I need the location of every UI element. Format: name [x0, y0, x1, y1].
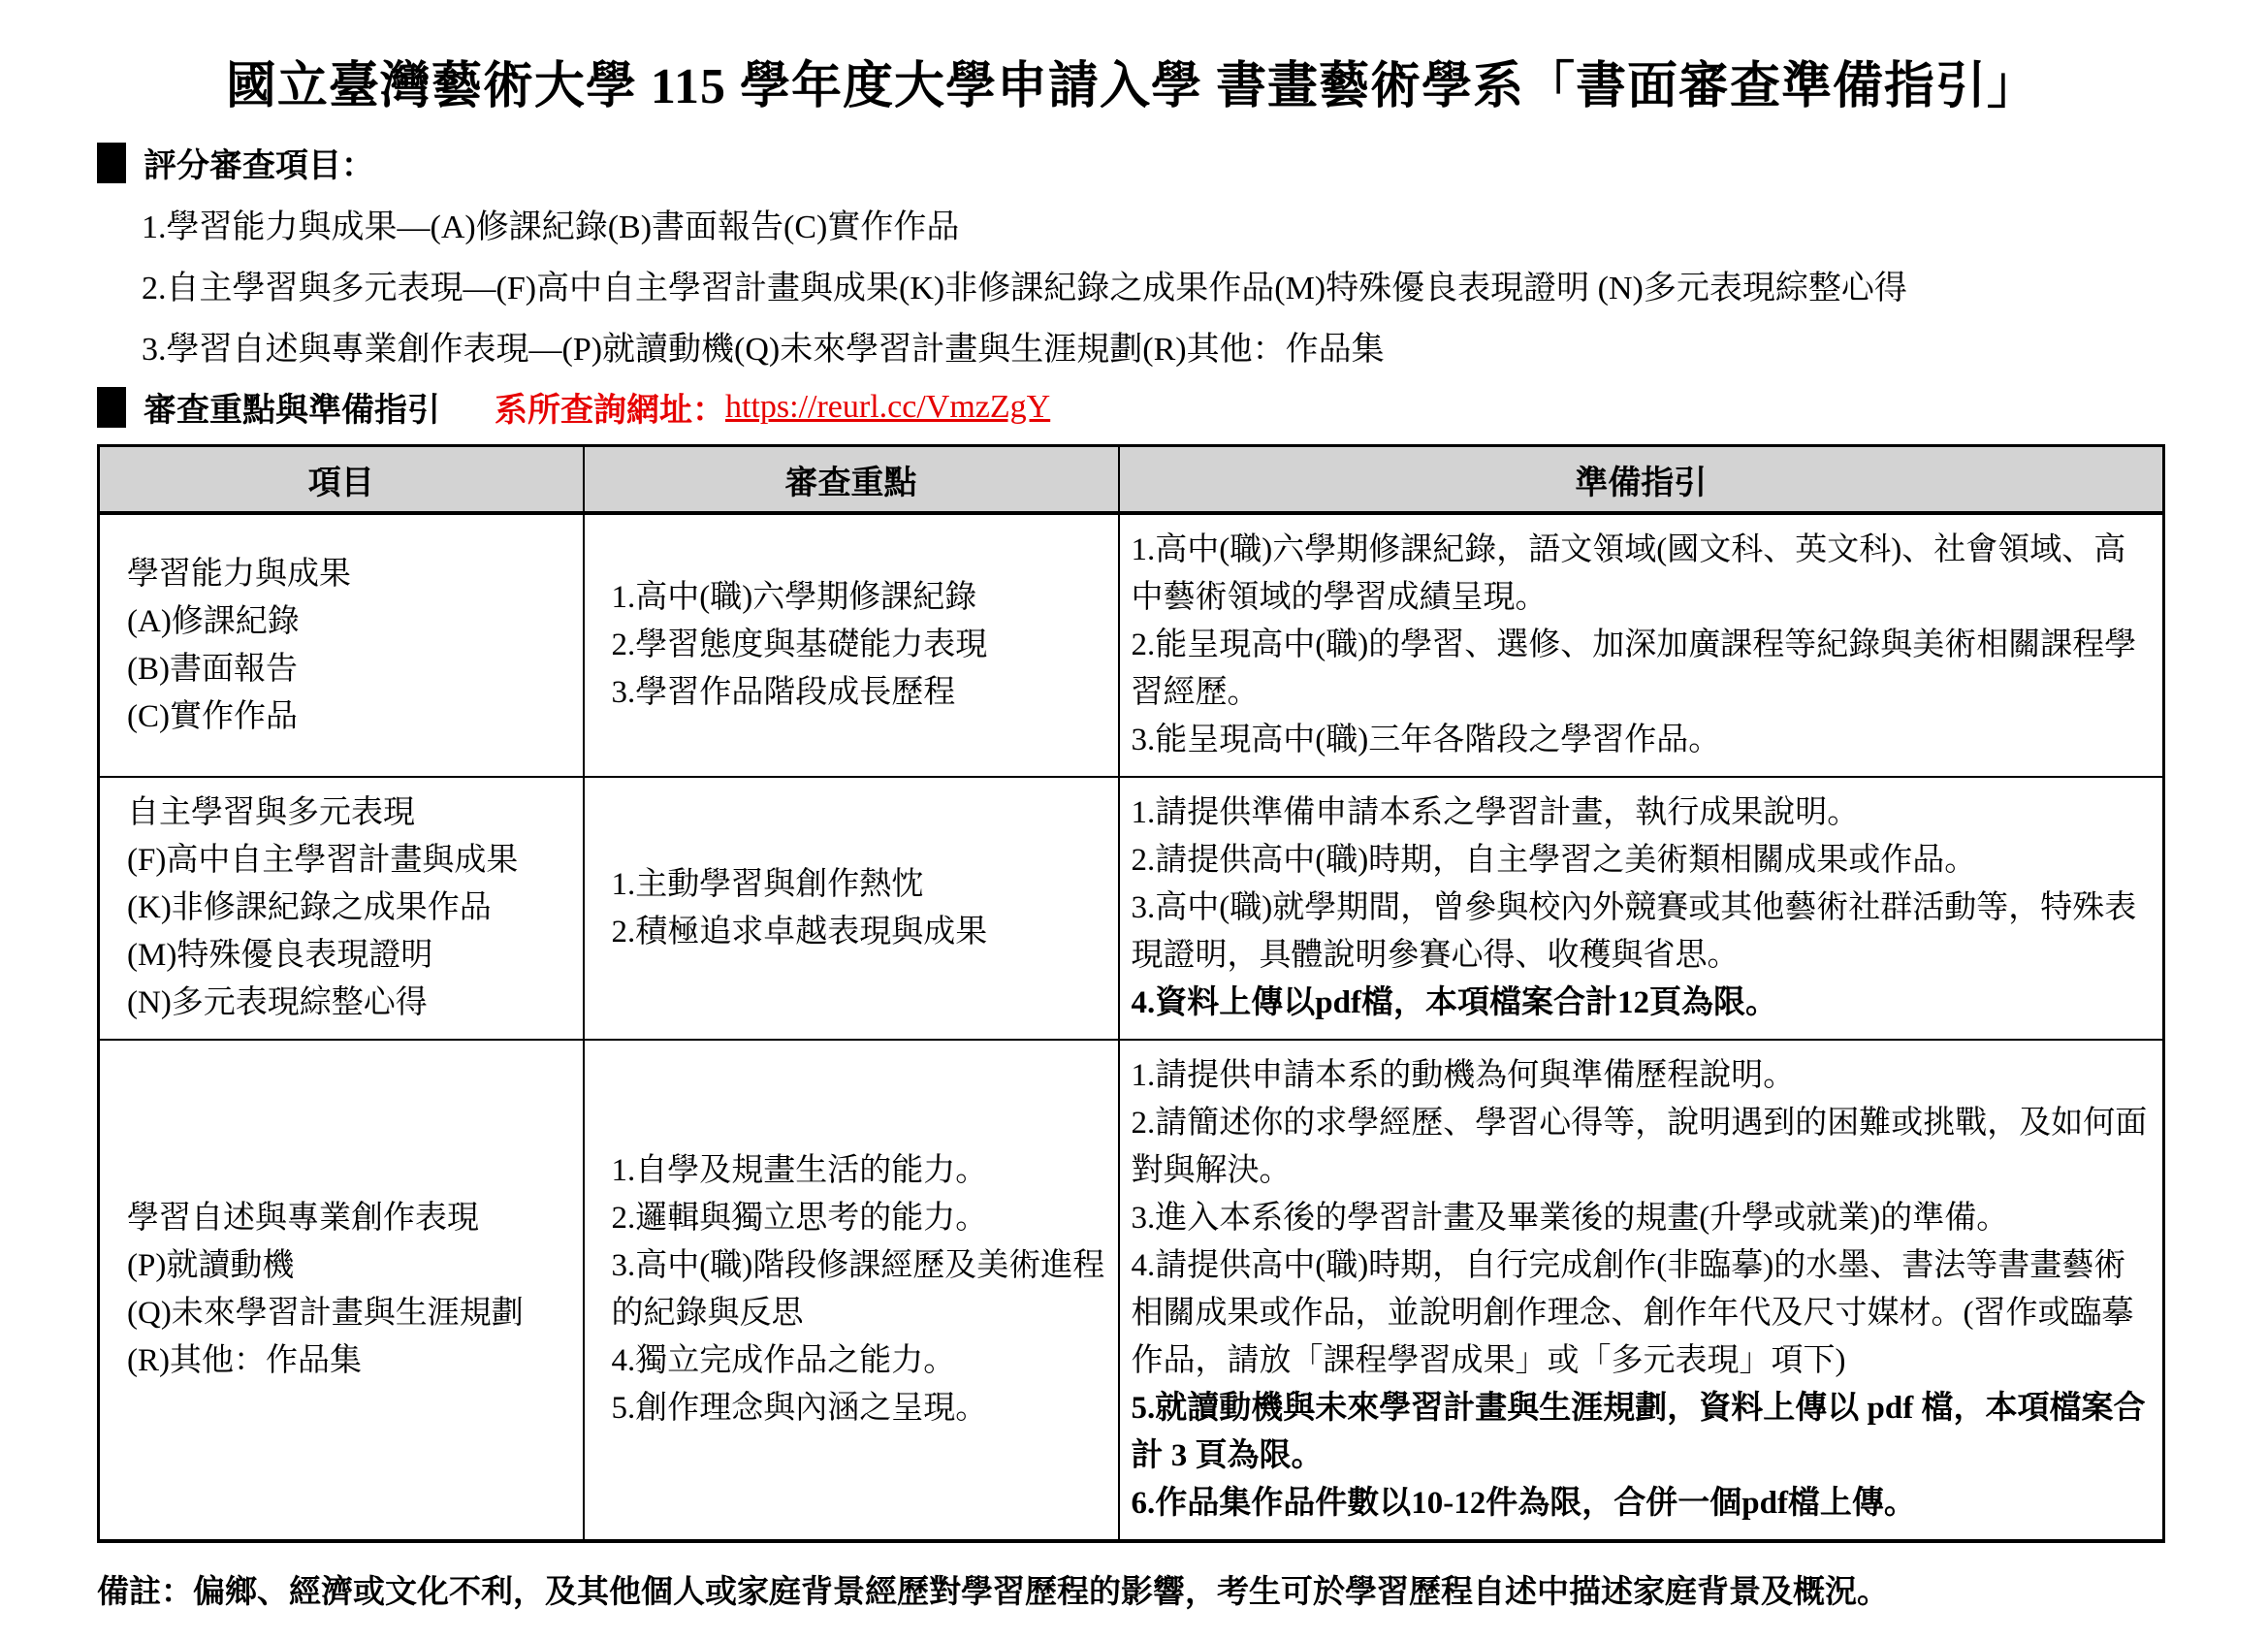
cell-line: 自主學習與多元表現	[127, 795, 415, 830]
cell-line: 4.獨立完成作品之能力。	[611, 1343, 956, 1378]
cell-line: 學習自述與專業創作表現	[127, 1201, 479, 1236]
cell-line: 1.高中(職)六學期修課紀錄	[611, 580, 977, 615]
cell-line: 1.高中(職)六學期修課紀錄，語文領域(國文科、英文科)、社會領域、高中藝術領域的學習成績呈現。	[1131, 532, 2126, 615]
cell-item	[99, 513, 584, 777]
cell-line: 2.請簡述你的求學經歷、學習心得等，說明遇到的困難或挑戰，及如何面對與解決。	[1131, 1106, 2148, 1188]
cell-line: (A)修課紀錄	[127, 603, 300, 639]
review-table	[97, 444, 2165, 1543]
cell-line: (M)特殊優良表現證明	[127, 938, 433, 973]
guide-section-heading	[97, 383, 2167, 431]
cell-line: 2.積極追求卓越表現與成果	[611, 914, 988, 949]
black-square-bullet-icon	[97, 387, 126, 428]
guide-heading-text: 審查重點與準備指引	[144, 393, 440, 429]
cell-line: 2.請提供高中(職)時期，自主學習之美術類相關成果或作品。	[1131, 843, 1977, 878]
cell-line: (K)非修課紀錄之成果作品	[127, 890, 492, 925]
scoring-heading-text: 評分審查項目：	[144, 148, 374, 184]
review-table-body	[99, 513, 2164, 1541]
cell-line: 1.請提供申請本系的動機為何與準備歷程說明。	[1131, 1058, 1796, 1093]
cell-line: 1.自學及規畫生活的能力。	[611, 1153, 988, 1188]
cell-line: (B)書面報告	[127, 651, 298, 687]
cell-line: 1.請提供準備申請本系之學習計畫，執行成果說明。	[1131, 795, 1860, 830]
table-header-row	[99, 446, 2164, 514]
cell-focus	[584, 1040, 1119, 1541]
cell-line: 3.高中(職)就學期間，曾參與校內外競賽或其他藝術社群活動等，特殊表現證明，具體說明參賽心得、收穫與省思。	[1131, 890, 2137, 973]
cell-line: 2.學習態度與基礎能力表現	[611, 627, 988, 662]
scoring-item-3: 3.學習自述與專業創作表現—(P)就讀動機(Q)未來學習計畫與生涯規劃(R)其他：作品集	[142, 332, 1385, 368]
page-title: 國立臺灣藝術大學 115 學年度大學申請入學 書畫藝術學系「書面審查準備指引」	[225, 59, 2039, 114]
scoring-item-2: 2.自主學習與多元表現—(F)高中自主學習計畫與成果(K)非修課紀錄之成果作品(M)特殊優良表現證明 (N)多元表現綜整心得	[142, 271, 1907, 306]
department-url-label: 系所查詢網址：	[495, 393, 725, 429]
cell-line: 6.作品集作品件數以10-12件為限，合併一個pdf檔上傳。	[1131, 1486, 1916, 1521]
cell-line: 3.能呈現高中(職)三年各階段之學習作品。	[1131, 723, 1721, 757]
header-focus: 審查重點	[584, 446, 1119, 514]
scoring-section-heading	[97, 139, 2167, 186]
cell-line: (P)就讀動機	[127, 1248, 295, 1283]
header-guide: 準備指引	[1119, 446, 2164, 514]
cell-guide	[1119, 513, 2164, 777]
cell-line: 4.請提供高中(職)時期，自行完成創作(非臨摹)的水墨、書法等書畫藝術相關成果或作品，並說明創作理念、創作年代及尺寸媒材。(習作或臨摹作品，請放「課程學習成果」或「多元表現」項下)	[1131, 1248, 2134, 1378]
cell-line: 3.高中(職)階段修課經歷及美術進程的紀錄與反思	[611, 1248, 1105, 1331]
cell-line: 學習能力與成果	[127, 556, 351, 592]
cell-focus	[584, 777, 1119, 1040]
cell-line: 2.邏輯與獨立思考的能力。	[611, 1201, 988, 1236]
cell-line: (Q)未來學習計畫與生涯規劃	[127, 1296, 524, 1331]
scoring-item-1: 1.學習能力與成果—(A)修課紀錄(B)書面報告(C)實作作品	[142, 209, 960, 245]
cell-line: 4.資料上傳以pdf檔，本項檔案合計12頁為限。	[1131, 985, 1777, 1020]
scoring-list	[97, 200, 2167, 370]
cell-line: 1.主動學習與創作熱忱	[611, 866, 924, 902]
table-row	[99, 1040, 2164, 1541]
cell-guide	[1119, 777, 2164, 1040]
cell-item	[99, 1040, 584, 1541]
cell-line: (R)其他：作品集	[127, 1343, 362, 1378]
cell-guide	[1119, 1040, 2164, 1541]
cell-line: (C)實作作品	[127, 698, 298, 734]
cell-line: 5.創作理念與內涵之呈現。	[611, 1391, 988, 1426]
table-row	[99, 513, 2164, 777]
cell-line: 5.就讀動機與未來學習計畫與生涯規劃，資料上傳以 pdf 檔，本項檔案合計 3 頁為限。	[1131, 1391, 2146, 1473]
cell-line: 2.能呈現高中(職)的學習、選修、加深加廣課程等紀錄與美術相關課程學習經歷。	[1131, 627, 2137, 710]
footnote: 備註：偏鄉、經濟或文化不利，及其他個人或家庭背景經歷對學習歷程的影響，考生可於學習歷程自述中描述家庭背景及概況。	[97, 1575, 1889, 1610]
cell-line: 3.學習作品階段成長歷程	[611, 675, 956, 710]
cell-line: (F)高中自主學習計畫與成果	[127, 843, 519, 878]
header-item: 項目	[99, 446, 584, 514]
cell-line: 3.進入本系後的學習計畫及畢業後的規畫(升學或就業)的準備。	[1131, 1201, 2009, 1236]
cell-focus	[584, 513, 1119, 777]
cell-item	[99, 777, 584, 1040]
cell-line: (N)多元表現綜整心得	[127, 985, 428, 1020]
table-row	[99, 777, 2164, 1040]
department-url-link[interactable]: https://reurl.cc/VmzZgY	[725, 388, 1051, 425]
black-square-bullet-icon	[97, 143, 126, 183]
